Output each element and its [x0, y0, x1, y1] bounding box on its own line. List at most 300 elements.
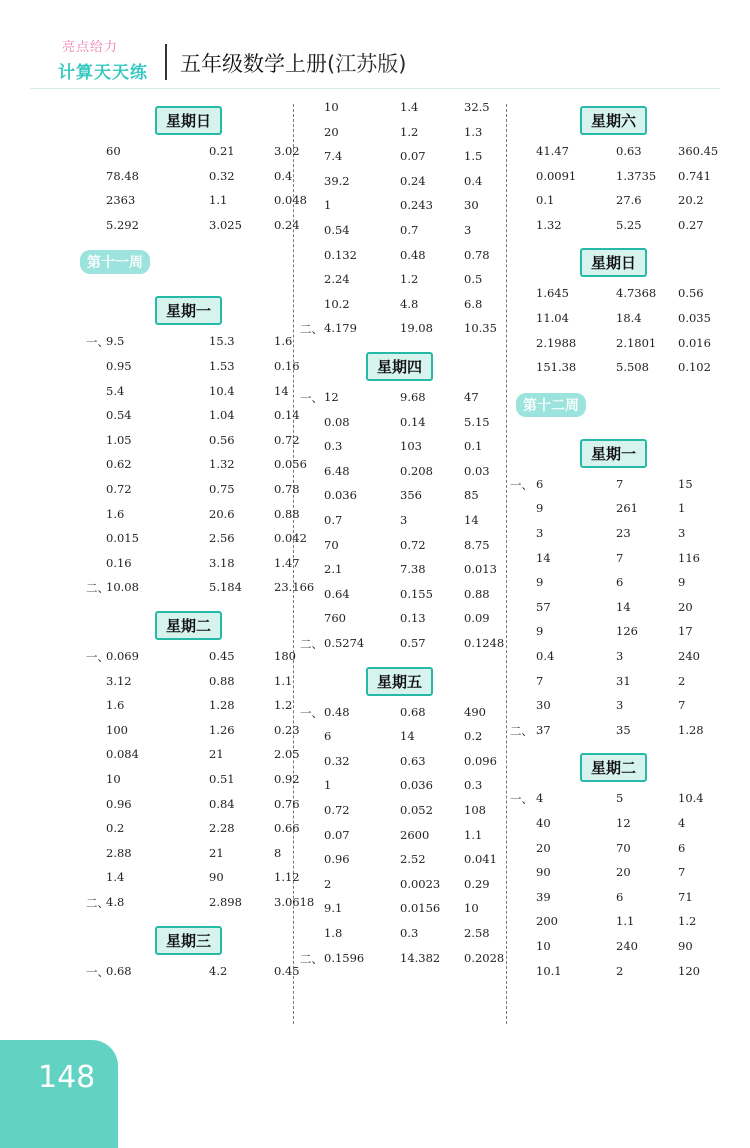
answer-row — [510, 890, 740, 914]
answer-row — [510, 169, 740, 193]
answer-value: 3 — [400, 513, 408, 527]
answer-value: 0.72 — [106, 482, 132, 496]
answer-value: 0.62 — [106, 457, 132, 472]
answer-row — [300, 705, 505, 729]
answer-row — [300, 149, 505, 173]
answer-value: 20.6 — [209, 506, 235, 521]
answer-value: 100 — [106, 722, 128, 737]
answer-value: 0.155 — [400, 586, 433, 601]
answer-value: 0.1 — [464, 439, 483, 454]
answer-value: 760 — [324, 611, 346, 626]
answer-value: 3.025 — [209, 217, 242, 232]
answer-row — [510, 791, 740, 815]
answer-value: 1.1 — [464, 827, 483, 842]
answer-row — [510, 286, 740, 310]
answer-row — [510, 841, 740, 865]
answer-row — [60, 821, 300, 845]
answer-value: 0.45 — [209, 649, 235, 663]
answer-value: 31 — [616, 673, 631, 688]
answer-value: 10 — [536, 939, 551, 953]
answer-value: 5.292 — [106, 217, 139, 232]
answer-value: 71 — [678, 889, 693, 904]
answer-value: 0.27 — [678, 217, 704, 232]
answer-value: 0.07 — [400, 149, 426, 164]
answer-value: 1.3 — [464, 124, 483, 139]
answer-value: 0.132 — [324, 247, 357, 262]
day-label — [366, 352, 433, 381]
answer-value: 6 — [616, 889, 624, 904]
answer-value: 0.102 — [678, 360, 711, 375]
answer-value: 0.92 — [274, 772, 300, 786]
answer-row — [300, 852, 505, 876]
answer-row — [300, 321, 505, 345]
answer-value: 90 — [209, 870, 224, 885]
answer-value: 0.084 — [106, 747, 139, 762]
book-title — [180, 48, 406, 78]
answer-value: 7 — [678, 865, 686, 880]
answer-value: 0.13 — [400, 611, 426, 626]
answer-value: 3.02 — [274, 144, 300, 158]
answer-value: 0.0023 — [400, 876, 441, 891]
answer-value: 1.04 — [209, 408, 235, 423]
answer-row — [60, 457, 307, 481]
answer-row — [510, 624, 740, 648]
question-number: 一、 — [510, 477, 533, 492]
answer-row — [60, 408, 300, 432]
answer-value: 17 — [678, 624, 693, 639]
answer-value: 0.24 — [400, 173, 426, 188]
answer-value: 2.05 — [274, 747, 300, 762]
answer-row — [300, 611, 505, 635]
answer-row — [510, 964, 740, 988]
answer-value: 0.013 — [464, 562, 497, 577]
answer-value: 7.4 — [324, 149, 343, 164]
answer-row — [60, 747, 300, 771]
answer-value: 0.16 — [274, 359, 300, 373]
day-label-text: 星期一 — [580, 439, 647, 468]
answer-value: 0.056 — [274, 457, 307, 472]
answer-row — [60, 673, 293, 698]
answer-value: 126 — [616, 624, 638, 639]
answer-row — [60, 722, 300, 747]
answer-value: 0.88 — [464, 586, 490, 601]
day-label — [155, 296, 222, 325]
answer-value: 27.6 — [616, 193, 642, 208]
answer-value: 0.2028 — [464, 950, 505, 965]
answer-value: 1.3735 — [616, 168, 657, 183]
answer-value: 0.2 — [464, 729, 483, 744]
answer-row — [510, 360, 740, 384]
answer-row — [300, 926, 505, 950]
answer-value: 0.03 — [464, 463, 490, 478]
answer-value: 2.24 — [324, 272, 350, 287]
answer-value: 20 — [536, 840, 551, 855]
answer-value: 0.45 — [274, 963, 300, 978]
answer-value: 47 — [464, 390, 479, 404]
answer-value: 1.1 — [209, 193, 228, 208]
answer-row — [510, 526, 740, 550]
answer-row — [510, 914, 740, 938]
week-label — [80, 250, 150, 274]
answer-value: 5.15 — [464, 414, 490, 429]
header-divider — [165, 44, 167, 80]
answer-value: 0.23 — [274, 722, 300, 737]
answer-value: 0.4 — [274, 168, 293, 183]
answer-value: 240 — [678, 649, 700, 663]
answer-value: 2 — [678, 673, 686, 688]
answer-value: 3 — [678, 526, 686, 540]
answer-row — [510, 674, 740, 698]
answer-row — [60, 506, 300, 531]
answer-value: 23 — [616, 526, 631, 540]
answer-value: 7 — [616, 550, 624, 565]
answer-value: 3 — [536, 526, 544, 540]
answer-value: 0.036 — [324, 488, 357, 503]
answer-value: 3 — [616, 649, 624, 663]
answer-row — [300, 464, 505, 488]
answer-value: 116 — [678, 550, 700, 565]
answer-value: 85 — [464, 488, 479, 503]
answer-value: 261 — [616, 501, 638, 516]
answer-value: 6 — [678, 840, 686, 855]
answer-value: 0.54 — [324, 223, 350, 237]
answer-value: 2 — [616, 963, 624, 978]
answer-value: 14 — [536, 550, 551, 565]
answer-row — [300, 198, 505, 222]
answer-value: 7 — [536, 673, 544, 688]
answer-row — [300, 174, 505, 198]
answer-row — [60, 698, 293, 722]
answer-value: 0.21 — [209, 144, 235, 158]
answer-value: 0.76 — [274, 796, 300, 811]
answer-value: 1 — [678, 501, 686, 516]
answer-value: 0.3 — [464, 778, 483, 793]
answer-value: 5.4 — [106, 383, 125, 398]
answer-row — [300, 778, 505, 802]
day-label — [580, 439, 647, 468]
answer-row — [510, 649, 740, 673]
answer-value: 0.75 — [209, 482, 235, 496]
answer-value: 9 — [536, 501, 544, 516]
answer-value: 1 — [324, 198, 332, 213]
answer-row — [300, 488, 505, 512]
answer-value: 70 — [616, 840, 631, 855]
question-number: 二、 — [300, 637, 323, 651]
answer-value: 57 — [536, 599, 551, 614]
answer-value: 0.72 — [400, 537, 426, 552]
answer-value: 0.096 — [464, 753, 497, 768]
answer-row — [300, 223, 505, 247]
day-label — [580, 753, 647, 782]
answer-value: 14.382 — [400, 950, 441, 965]
answer-value: 8.75 — [464, 537, 490, 552]
answer-row — [300, 513, 505, 537]
answer-row — [300, 729, 505, 753]
answer-value: 1.12 — [274, 870, 300, 885]
answer-value: 1.8 — [324, 926, 343, 940]
answer-value: 0.54 — [106, 408, 132, 423]
answer-row — [60, 334, 293, 358]
question-number: 一、 — [300, 391, 323, 405]
question-number: 一、 — [86, 650, 109, 664]
answer-value: 2.1801 — [616, 335, 657, 350]
day-label-text: 星期六 — [580, 106, 647, 135]
answer-value: 0.3 — [400, 926, 419, 940]
answer-value: 0.16 — [106, 555, 132, 570]
day-label — [580, 106, 647, 135]
answer-value: 0.32 — [324, 753, 350, 768]
answer-row — [300, 877, 505, 901]
answer-value: 2363 — [106, 193, 136, 208]
answer-value: 10.4 — [209, 383, 235, 398]
answer-value: 14 — [274, 383, 289, 398]
answer-value: 10.2 — [324, 296, 350, 311]
page-header — [0, 0, 750, 100]
answer-row — [510, 144, 740, 168]
day-label-text: 星期一 — [155, 296, 222, 325]
brand-logo-text: 计算天天练 — [58, 63, 148, 83]
answer-value: 6.8 — [464, 296, 483, 311]
answer-value: 10.4 — [678, 791, 704, 806]
answer-value: 8 — [274, 845, 282, 860]
answer-value: 10.08 — [106, 580, 139, 595]
answer-row — [510, 501, 740, 525]
question-number: 二、 — [510, 723, 533, 738]
answer-value: 151.38 — [536, 360, 577, 375]
answer-value: 5 — [616, 791, 624, 806]
answer-value: 1.47 — [274, 555, 300, 570]
answer-value: 78.48 — [106, 168, 139, 183]
answer-value: 15 — [678, 476, 693, 491]
answer-value: 6 — [324, 729, 332, 744]
answer-value: 60 — [106, 144, 121, 158]
answer-value: 0.07 — [324, 827, 350, 842]
answer-value: 2.898 — [209, 895, 242, 909]
answer-row — [510, 218, 740, 242]
answer-value: 4.8 — [400, 296, 419, 311]
answer-row — [300, 951, 505, 975]
answer-value: 1.6 — [274, 334, 293, 349]
answer-row — [60, 796, 300, 821]
answer-row — [510, 865, 740, 889]
answer-value: 39.2 — [324, 173, 350, 188]
answer-value: 1.2 — [400, 272, 419, 287]
answer-row — [300, 754, 505, 778]
day-label — [155, 926, 222, 955]
question-number: 一、 — [86, 964, 109, 979]
answer-row — [60, 580, 315, 604]
answer-value: 20.2 — [678, 193, 704, 208]
answer-value: 1.28 — [209, 698, 235, 713]
answer-row — [300, 587, 505, 611]
answer-value: 14 — [616, 599, 631, 614]
answer-value: 120 — [678, 963, 700, 978]
column-separator — [506, 104, 507, 1024]
answer-value: 0.036 — [400, 778, 433, 793]
answer-value: 0.208 — [400, 463, 433, 478]
answer-value: 6.48 — [324, 463, 350, 478]
day-label-text: 星期二 — [580, 753, 647, 782]
answer-value: 10 — [106, 772, 121, 786]
answer-value: 0.09 — [464, 611, 490, 626]
answer-value: 1.4 — [106, 870, 125, 885]
day-label — [580, 248, 647, 277]
answer-value: 0.32 — [209, 168, 235, 183]
answer-row — [300, 439, 505, 463]
answer-row — [60, 193, 307, 217]
question-number: 二、 — [86, 581, 109, 596]
answer-value: 1.645 — [536, 286, 569, 301]
answer-value: 0.741 — [678, 168, 711, 183]
answer-value: 1.32 — [209, 457, 235, 472]
answer-value: 0.57 — [400, 636, 426, 650]
answer-row — [60, 359, 300, 383]
answer-value: 4.2 — [209, 963, 228, 978]
answer-value: 356 — [400, 488, 422, 503]
answer-row — [300, 538, 505, 562]
answer-value: 0.1248 — [464, 636, 505, 650]
answer-value: 0.5 — [464, 272, 483, 287]
answer-value: 90 — [678, 939, 693, 953]
answer-value: 0.96 — [324, 852, 350, 867]
answer-value: 0.0156 — [400, 901, 441, 916]
answer-value: 0.052 — [400, 803, 433, 817]
answer-row — [60, 482, 300, 506]
answer-row — [60, 772, 300, 796]
answer-value: 15.3 — [209, 334, 235, 349]
answer-row — [510, 939, 740, 963]
answer-value: 23.166 — [274, 580, 315, 595]
answer-row — [300, 415, 505, 439]
day-label — [155, 106, 222, 135]
answer-value: 10 — [324, 100, 339, 114]
answer-value: 0.2 — [106, 821, 125, 836]
answer-value: 0.048 — [274, 193, 307, 208]
answer-value: 0.56 — [209, 432, 235, 447]
answer-value: 41.47 — [536, 144, 569, 158]
answer-value: 0.96 — [106, 796, 132, 811]
brand-tagline: 亮点给力 — [62, 40, 119, 55]
answer-value: 4 — [536, 791, 544, 806]
answer-value: 1.2 — [400, 124, 419, 139]
answer-value: 0.72 — [274, 432, 300, 447]
answer-value: 37 — [536, 722, 551, 737]
answer-value: 2.52 — [400, 852, 426, 867]
answer-value: 0.56 — [678, 286, 704, 301]
answer-value: 9.68 — [400, 390, 426, 404]
answer-row — [300, 272, 505, 296]
answer-row — [300, 901, 505, 925]
answer-value: 1.28 — [678, 722, 704, 737]
answer-value: 39 — [536, 889, 551, 904]
answer-value: 0.069 — [106, 649, 139, 663]
answer-row — [300, 390, 505, 414]
answer-value: 1.26 — [209, 722, 235, 737]
answer-value: 2.56 — [209, 531, 235, 546]
answer-row — [60, 432, 300, 457]
answer-row — [300, 125, 505, 149]
answer-value: 0.08 — [324, 414, 350, 429]
book-title-text: 五年级数学上册 — [180, 52, 327, 76]
answer-value: 0.0091 — [536, 168, 577, 183]
answer-value: 10.1 — [536, 963, 562, 978]
day-label-text: 星期三 — [155, 926, 222, 955]
answer-value: 20 — [324, 124, 339, 139]
answer-value: 0.68 — [106, 963, 132, 978]
answer-row — [510, 336, 740, 360]
question-number: 一、 — [300, 705, 323, 720]
day-label-text: 星期五 — [366, 667, 433, 696]
answer-value: 11.04 — [536, 311, 569, 325]
week-label-text: 第十二周 — [516, 393, 586, 417]
answer-row — [60, 870, 300, 894]
answer-row — [510, 698, 740, 722]
day-label-text: 星期日 — [580, 248, 647, 277]
answer-value: 9 — [536, 624, 544, 639]
answer-value: 0.78 — [464, 247, 490, 262]
answer-value: 30 — [536, 698, 551, 713]
question-number: 二、 — [300, 951, 323, 966]
answer-value: 3.18 — [209, 555, 235, 570]
answer-value: 30 — [464, 198, 479, 213]
answer-value: 9 — [536, 575, 544, 590]
answer-value: 0.88 — [209, 673, 235, 688]
answer-value: 0.63 — [400, 753, 426, 768]
day-label — [366, 667, 433, 696]
answer-value: 10.35 — [464, 321, 497, 336]
answer-row — [60, 217, 300, 242]
answer-value: 4.7368 — [616, 286, 657, 301]
answer-value: 2.58 — [464, 926, 490, 940]
answer-value: 14 — [400, 729, 415, 744]
answer-value: 6 — [536, 476, 544, 491]
answer-value: 0.4 — [536, 649, 555, 663]
answer-value: 12 — [616, 816, 631, 830]
answer-value: 18.4 — [616, 311, 642, 325]
question-number: 二、 — [300, 322, 323, 337]
answer-value: 9.5 — [106, 334, 125, 349]
answer-value: 490 — [464, 704, 486, 719]
answer-value: 4.179 — [324, 321, 357, 336]
answer-value: 1.6 — [106, 506, 125, 521]
answer-row — [60, 383, 289, 408]
answer-value: 19.08 — [400, 321, 433, 336]
answer-row — [510, 193, 740, 217]
answer-value: 0.66 — [274, 821, 300, 836]
answer-value: 2600 — [400, 827, 430, 842]
answer-value: 40 — [536, 816, 551, 830]
answer-value: 0.5274 — [324, 636, 365, 650]
answer-value: 20 — [616, 865, 631, 880]
answer-value: 3.0618 — [274, 895, 315, 909]
answer-row — [510, 816, 740, 840]
answer-value: 70 — [324, 537, 339, 552]
answer-row — [60, 555, 300, 580]
answer-row — [510, 477, 740, 501]
day-label-text: 星期四 — [366, 352, 433, 381]
answer-row — [300, 562, 505, 586]
answer-value: 12 — [324, 390, 339, 404]
answer-value: 5.184 — [209, 580, 242, 595]
answer-row — [510, 575, 740, 599]
answer-value: 5.508 — [616, 360, 649, 375]
answer-value: 0.88 — [274, 506, 300, 521]
answer-value: 1.2 — [274, 698, 293, 713]
answer-value: 9 — [678, 575, 686, 590]
answer-value: 20 — [678, 599, 693, 614]
day-label — [155, 611, 222, 640]
answer-value: 4.8 — [106, 895, 125, 909]
